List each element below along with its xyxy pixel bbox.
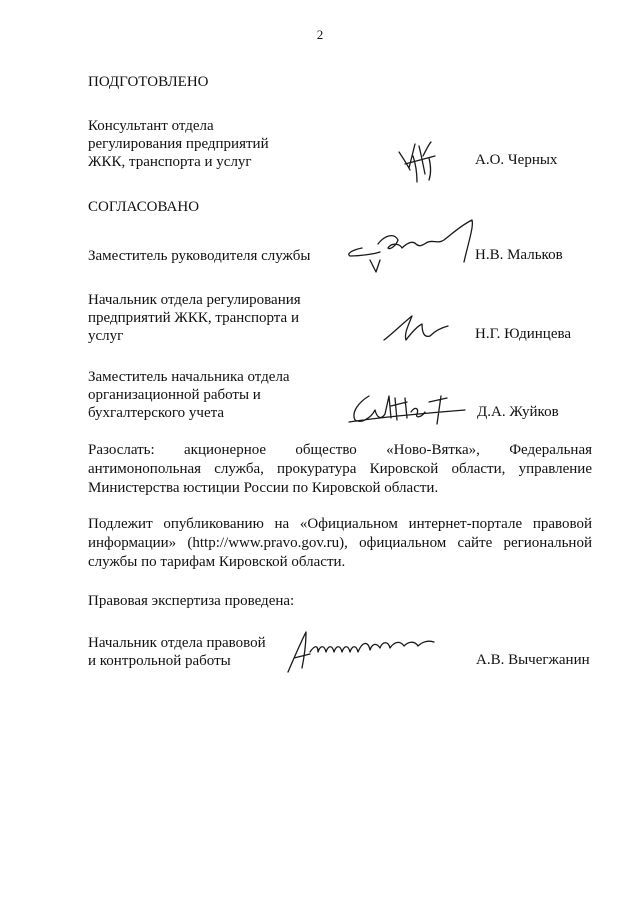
signer-signature (345, 388, 475, 430)
legal-review-signature (284, 628, 444, 676)
signer-signature (340, 214, 490, 278)
distribution-text: Разослать: акционерное общество «Ново-Вятка», Федеральная антимонопольная служба, прокуратура Кировской области, управление Министерства юстиции России по Кировской области. (88, 442, 592, 496)
signer-position: Заместитель начальника отдела организационной работы и бухгалтерского учета (88, 369, 290, 421)
signer-signature (382, 312, 452, 348)
publication-text: Подлежит опубликованию на «Официальном интернет-портале правовой информации» (http://www.pravo.gov.ru), официальном сайте региональной службы по тарифам Кировской области. (88, 516, 592, 570)
signer-name: Н.В. Мальков (475, 247, 563, 263)
signer-position: Начальник отдела регулирования предприятий ЖКК, транспорта и услуг (88, 292, 301, 344)
legal-review-position: Начальник отдела правовой и контрольной работы (88, 635, 266, 669)
legal-review-name: А.В. Вычегжанин (476, 652, 590, 668)
signer-position: Заместитель руководителя службы (88, 248, 311, 264)
prepared-position: Консультант отдела регулирования предприятий ЖКК, транспорта и услуг (88, 118, 269, 170)
signer-name: Н.Г. Юдинцева (475, 326, 572, 342)
page-number: 2 (316, 27, 324, 42)
prepared-name: А.О. Черных (475, 152, 558, 168)
prepared-signature (395, 138, 445, 188)
prepared-heading: ПОДГОТОВЛЕНО (88, 74, 209, 90)
signer-name: Д.А. Жуйков (477, 404, 559, 420)
agreed-heading: СОГЛАСОВАНО (88, 199, 200, 215)
legal-review-statement: Правовая экспертиза проведена: (88, 593, 295, 609)
